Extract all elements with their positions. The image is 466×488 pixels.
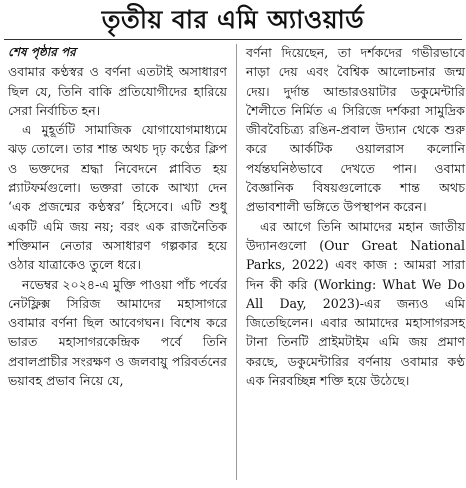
headline-bar bbox=[0, 0, 466, 40]
paragraph-4: বর্ণনা দিয়েছেন, তা দর্শকদের গভীরভাবে নাড়া দেয় এবং বৈশ্বিক আলোচনার জন্ম দেয়। দুর্দান্ত আন্ডারওয়াটার ডকুমেন্টারি শৈলীতে নির্মিত এ সিরিজে দর্শকরা সামুদ্রিক জীববৈচিত্র্য রঙিন-প্রবাল উদ্যান থেকে শুরু করে আর্কটিক ওয়ালরাস কলোনি পর্যন্তঘনিষ্ঠভাবে দেখতে পান। ওবামা বৈজ্ঞানিক বিষয়গুলোকে শান্ত অথচ প্রভাবশালী ভঙ্গিতে উপস্থাপন করেন। bbox=[246, 45, 465, 215]
paragraph-5: এর আগে তিনি আমাদের মহান জাতীয় উদ্যানগুলো (Our Great National Parks, 2022) এবং কাজ : আমরা সারা দিন কী করি (Working: What We Do All Day, 2023)-এর জন্যও এমি জিতেছিলেন। এবার আমাদের মহাসাগরসহ টানা তিনটি প্রাইমটাইম এমি জয় প্রমাণ করছে, ডকুমেন্টারির বর্ণনায় ওবামার কণ্ঠ এক নিরবচ্ছিন্ন শক্তি হয়ে উঠেছে। bbox=[246, 218, 465, 389]
left-column bbox=[8, 43, 227, 390]
paragraph-3: নভেম্বর ২০২৪-এ মুক্তি পাওয়া পাঁচ পর্বের নেটফ্লিক্স সিরিজ আমাদের মহাসাগরে ওবামার বর্ণনা ছিল আবেগঘন। বিশেষ করে ভারত মহাসাগরকেন্দ্রিক পর্বে তিনি প্রবালপ্রাচীর সংরক্ষণ ও জলবায়ু পরিবর্তনের ভয়াবহ প্রভাব নিয়ে যে, bbox=[8, 276, 227, 389]
continued-label: শেষ পৃষ্ঠার পর bbox=[8, 45, 76, 59]
paragraph-1: ওবামার কণ্ঠস্বর ও বর্ণনা এতটাই অসাধারণ ছিল যে, তিনি বাকি প্রতিযোগীদের হারিয়ে সেরা নির্বাচিত হন। bbox=[8, 64, 227, 118]
right-column bbox=[246, 43, 465, 390]
paragraph-2: এ মুহূর্তটি সামাজিক যোগাযোগমাধ্যমে ঝড় তোলে। তার শান্ত অথচ দৃঢ় কণ্ঠের ক্লিপ ও ভক্তদের শ্রদ্ধা নিবেদনে প্লাবিত হয় প্ল্যাটফর্মগুলো। ভক্তরা তাকে আখ্যা দেন ‘এক প্রজন্মের কণ্ঠস্বর’ হিসেবে। এটি শুধু একটি এমি জয় নয়; বরং এক রাজনৈতিক শক্তিমান নেতার অসাধারণ গল্পকার হয়ে ওঠার যাত্রাকেও তুলে ধরে। bbox=[8, 122, 227, 273]
headline-rule bbox=[4, 39, 462, 40]
column-divider bbox=[236, 44, 237, 480]
article-headline: তৃতীয় বার এমি অ্যাওয়ার্ড bbox=[101, 5, 365, 34]
